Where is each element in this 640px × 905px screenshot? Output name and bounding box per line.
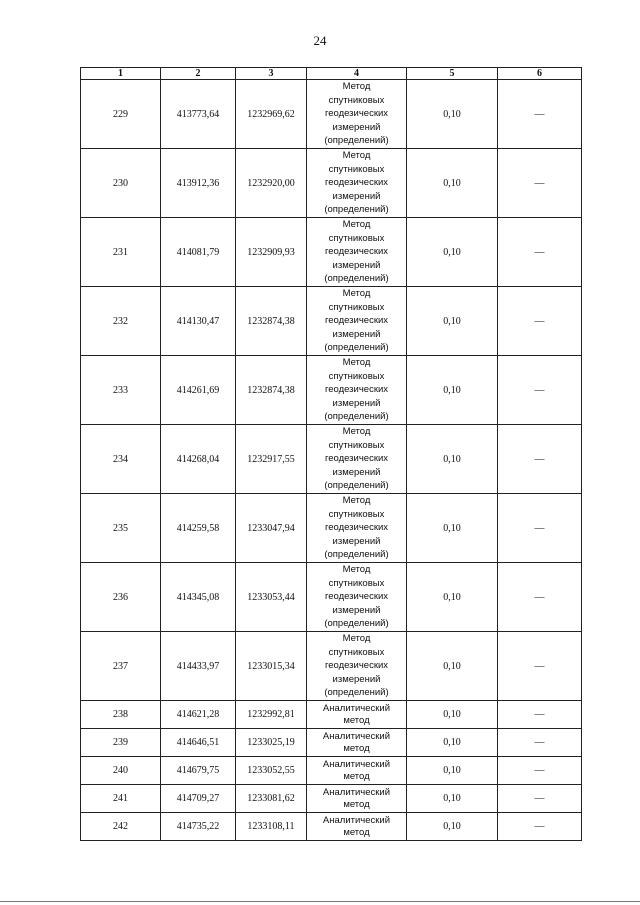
header-col-6: 6 <box>498 68 582 80</box>
x-coordinate-cell: 414081,79 <box>161 218 236 287</box>
point-number-cell: 241 <box>81 785 161 813</box>
method-cell: Метод спутниковых геодезических измерений (определений) <box>307 287 407 356</box>
table-row <box>81 218 582 287</box>
point-number-cell: 242 <box>81 813 161 841</box>
table-row <box>81 425 582 494</box>
accuracy-cell: 0,10 <box>407 149 498 218</box>
accuracy-cell: 0,10 <box>407 729 498 757</box>
page-bottom-edge <box>0 901 640 902</box>
table-row <box>81 757 582 785</box>
method-cell: Аналитический метод <box>307 701 407 729</box>
note-cell: — <box>498 632 582 701</box>
x-coordinate-cell: 414735,22 <box>161 813 236 841</box>
method-cell: Аналитический метод <box>307 813 407 841</box>
point-number-cell: 236 <box>81 563 161 632</box>
method-cell: Метод спутниковых геодезических измерений (определений) <box>307 218 407 287</box>
y-coordinate-cell: 1233053,44 <box>236 563 307 632</box>
y-coordinate-cell: 1232909,93 <box>236 218 307 287</box>
header-row <box>81 68 582 80</box>
table-row <box>81 729 582 757</box>
accuracy-cell: 0,10 <box>407 757 498 785</box>
method-cell: Аналитический метод <box>307 729 407 757</box>
note-cell: — <box>498 80 582 149</box>
x-coordinate-cell: 414345,08 <box>161 563 236 632</box>
note-cell: — <box>498 729 582 757</box>
accuracy-cell: 0,10 <box>407 218 498 287</box>
header-col-1: 1 <box>81 68 161 80</box>
method-cell: Метод спутниковых геодезических измерений (определений) <box>307 80 407 149</box>
accuracy-cell: 0,10 <box>407 80 498 149</box>
header-col-4: 4 <box>307 68 407 80</box>
note-cell: — <box>498 287 582 356</box>
note-cell: — <box>498 425 582 494</box>
x-coordinate-cell: 413912,36 <box>161 149 236 218</box>
y-coordinate-cell: 1233015,34 <box>236 632 307 701</box>
note-cell: — <box>498 356 582 425</box>
x-coordinate-cell: 414621,28 <box>161 701 236 729</box>
point-number-cell: 229 <box>81 80 161 149</box>
accuracy-cell: 0,10 <box>407 813 498 841</box>
table-row <box>81 149 582 218</box>
x-coordinate-cell: 414268,04 <box>161 425 236 494</box>
y-coordinate-cell: 1232874,38 <box>236 356 307 425</box>
point-number-cell: 232 <box>81 287 161 356</box>
point-number-cell: 234 <box>81 425 161 494</box>
method-cell: Метод спутниковых геодезических измерений (определений) <box>307 425 407 494</box>
point-number-cell: 235 <box>81 494 161 563</box>
x-coordinate-cell: 414261,69 <box>161 356 236 425</box>
table-row <box>81 494 582 563</box>
x-coordinate-cell: 414646,51 <box>161 729 236 757</box>
x-coordinate-cell: 414130,47 <box>161 287 236 356</box>
table-body <box>81 80 582 841</box>
method-cell: Метод спутниковых геодезических измерений (определений) <box>307 563 407 632</box>
table-row <box>81 785 582 813</box>
note-cell: — <box>498 757 582 785</box>
table-row <box>81 287 582 356</box>
header-col-5: 5 <box>407 68 498 80</box>
coordinates-table <box>80 67 582 841</box>
header-col-3: 3 <box>236 68 307 80</box>
table-row <box>81 701 582 729</box>
note-cell: — <box>498 218 582 287</box>
table-row <box>81 632 582 701</box>
y-coordinate-cell: 1232969,62 <box>236 80 307 149</box>
point-number-cell: 231 <box>81 218 161 287</box>
note-cell: — <box>498 785 582 813</box>
method-cell: Метод спутниковых геодезических измерений (определений) <box>307 632 407 701</box>
accuracy-cell: 0,10 <box>407 563 498 632</box>
x-coordinate-cell: 414433,97 <box>161 632 236 701</box>
accuracy-cell: 0,10 <box>407 785 498 813</box>
accuracy-cell: 0,10 <box>407 632 498 701</box>
point-number-cell: 240 <box>81 757 161 785</box>
point-number-cell: 238 <box>81 701 161 729</box>
x-coordinate-cell: 414679,75 <box>161 757 236 785</box>
method-cell: Метод спутниковых геодезических измерений (определений) <box>307 149 407 218</box>
point-number-cell: 230 <box>81 149 161 218</box>
method-cell: Метод спутниковых геодезических измерений (определений) <box>307 356 407 425</box>
y-coordinate-cell: 1233081,62 <box>236 785 307 813</box>
method-cell: Аналитический метод <box>307 757 407 785</box>
y-coordinate-cell: 1232992,81 <box>236 701 307 729</box>
point-number-cell: 233 <box>81 356 161 425</box>
x-coordinate-cell: 414259,58 <box>161 494 236 563</box>
table-row <box>81 80 582 149</box>
accuracy-cell: 0,10 <box>407 494 498 563</box>
y-coordinate-cell: 1233025,19 <box>236 729 307 757</box>
y-coordinate-cell: 1233108,11 <box>236 813 307 841</box>
y-coordinate-cell: 1232917,55 <box>236 425 307 494</box>
note-cell: — <box>498 813 582 841</box>
accuracy-cell: 0,10 <box>407 701 498 729</box>
y-coordinate-cell: 1232874,38 <box>236 287 307 356</box>
y-coordinate-cell: 1232920,00 <box>236 149 307 218</box>
x-coordinate-cell: 413773,64 <box>161 80 236 149</box>
accuracy-cell: 0,10 <box>407 287 498 356</box>
y-coordinate-cell: 1233052,55 <box>236 757 307 785</box>
note-cell: — <box>498 149 582 218</box>
y-coordinate-cell: 1233047,94 <box>236 494 307 563</box>
method-cell: Метод спутниковых геодезических измерений (определений) <box>307 494 407 563</box>
accuracy-cell: 0,10 <box>407 356 498 425</box>
x-coordinate-cell: 414709,27 <box>161 785 236 813</box>
note-cell: — <box>498 563 582 632</box>
note-cell: — <box>498 701 582 729</box>
point-number-cell: 237 <box>81 632 161 701</box>
method-cell: Аналитический метод <box>307 785 407 813</box>
table-row <box>81 563 582 632</box>
table-row <box>81 813 582 841</box>
table-row <box>81 356 582 425</box>
page-number: 24 <box>313 33 327 48</box>
accuracy-cell: 0,10 <box>407 425 498 494</box>
note-cell: — <box>498 494 582 563</box>
point-number-cell: 239 <box>81 729 161 757</box>
header-col-2: 2 <box>161 68 236 80</box>
